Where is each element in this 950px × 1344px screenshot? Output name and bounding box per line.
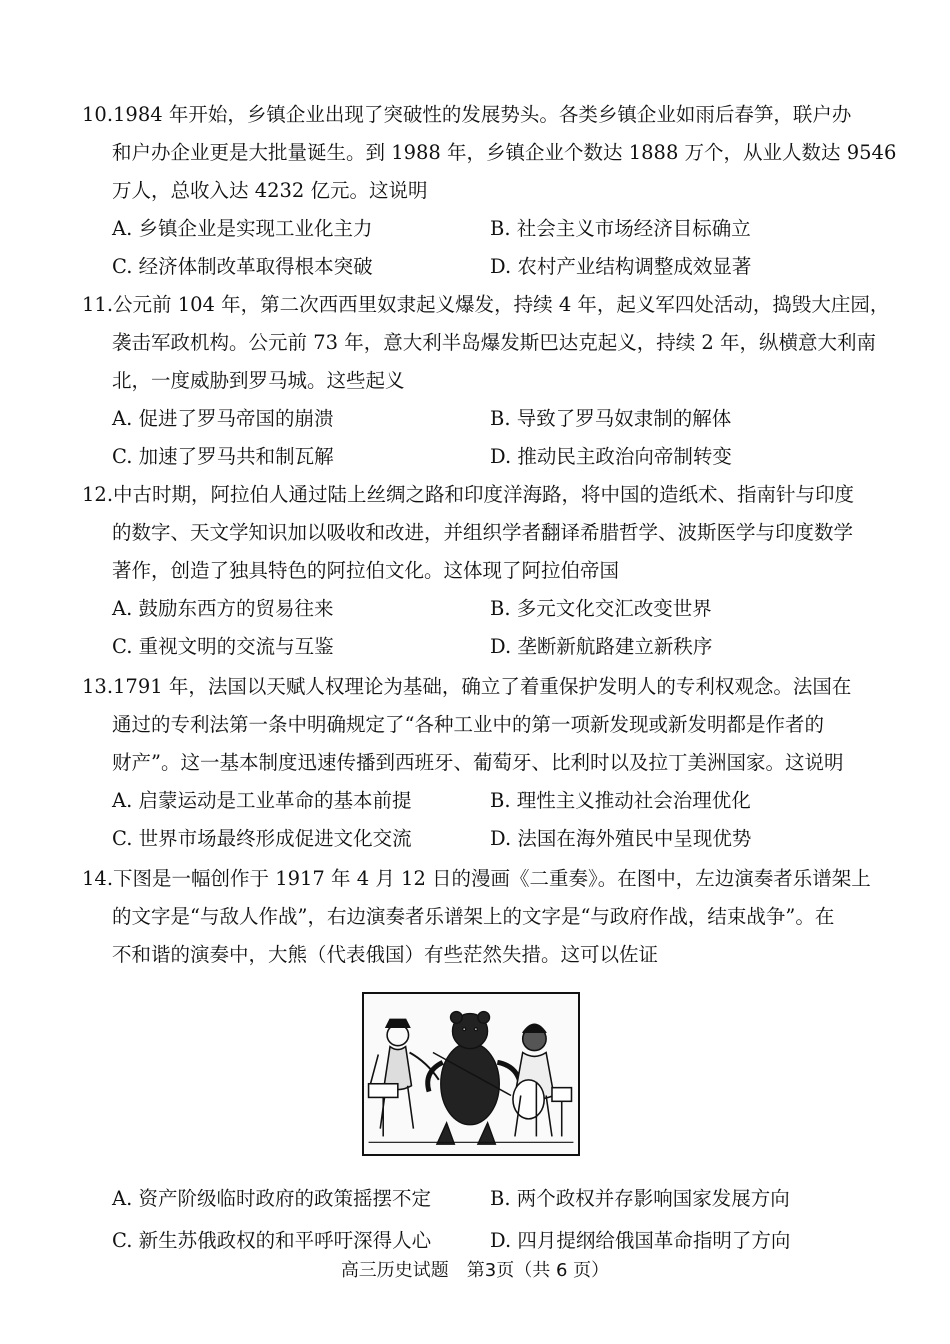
option-c[interactable]: C. 加速了罗马共和制瓦解 <box>112 445 334 468</box>
question-number: 12. <box>82 483 114 506</box>
stem-line: 公元前 104 年，第二次西西里奴隶起义爆发，持续 4 年，起义军四处活动，捣毁大庄园， <box>113 293 890 316</box>
option-b[interactable]: B. 社会主义市场经济目标确立 <box>490 217 751 240</box>
options-row <box>82 590 882 628</box>
bear-figure <box>428 1012 521 1145</box>
question-13 <box>82 668 882 858</box>
option-d[interactable]: D. 垄断新航路建立新秩序 <box>490 635 713 658</box>
options-row <box>82 782 882 820</box>
question-11 <box>82 286 890 476</box>
option-c[interactable]: C. 经济体制改革取得根本突破 <box>112 255 373 278</box>
options-row <box>82 820 882 858</box>
option-d[interactable]: D. 四月提纲给俄国革命指明了方向 <box>490 1229 791 1252</box>
question-number: 13. <box>82 675 114 698</box>
options-row <box>82 1178 882 1220</box>
question-number: 10. <box>82 103 114 126</box>
options-row <box>82 400 882 438</box>
question-10 <box>82 96 897 286</box>
options-row <box>82 210 882 248</box>
question-stem <box>82 860 882 974</box>
option-a[interactable]: A. 乡镇企业是实现工业化主力 <box>112 217 373 240</box>
question-stem <box>82 96 897 210</box>
stem-line: 不和谐的演奏中，大熊（代表俄国）有些茫然失措。这可以佐证 <box>112 943 659 966</box>
options-row <box>82 628 882 666</box>
option-d[interactable]: D. 法国在海外殖民中呈现优势 <box>490 827 752 850</box>
option-d[interactable]: D. 农村产业结构调整成效显著 <box>490 255 752 278</box>
option-a[interactable]: A. 鼓励东西方的贸易往来 <box>112 597 334 620</box>
question-14 <box>82 860 882 974</box>
cartoon-illustration <box>364 994 578 1154</box>
stem-line: 1984 年开始，乡镇企业出现了突破性的发展势头。各类乡镇企业如雨后春笋，联户办 <box>113 103 852 126</box>
stem-line: 万人，总收入达 4232 亿元。这说明 <box>112 179 428 202</box>
stem-line: 1791 年，法国以天赋人权理论为基础，确立了着重保护发明人的专利权观念。法国在 <box>113 675 852 698</box>
question-stem <box>82 668 882 782</box>
stem-line: 下图是一幅创作于 1917 年 4 月 12 日的漫画《二重奏》。在图中，左边演奏者乐谱架上 <box>113 867 871 890</box>
option-b[interactable]: B. 理性主义推动社会治理优化 <box>490 789 751 812</box>
stem-line: 的数字、天文学知识加以吸收和改进，并组织学者翻译希腊哲学、波斯医学与印度数学 <box>112 521 854 544</box>
stem-line: 的文字是“与敌人作战”，右边演奏者乐谱架上的文字是“与政府作战，结束战争”。在 <box>112 905 835 928</box>
question-14-options <box>82 1178 882 1262</box>
options-row <box>82 438 882 476</box>
stem-line: 通过的专利法第一条中明确规定了“各种工业中的第一项新发现或新发明都是作者的 <box>112 713 824 736</box>
question-number: 11. <box>82 293 114 316</box>
option-b[interactable]: B. 导致了罗马奴隶制的解体 <box>490 407 732 430</box>
option-a[interactable]: A. 启蒙运动是工业革命的基本前提 <box>112 789 412 812</box>
option-d[interactable]: D. 推动民主政治向帝制转变 <box>490 445 732 468</box>
options-row <box>82 248 882 286</box>
stem-line: 北，一度威胁到罗马城。这些起义 <box>112 369 405 392</box>
option-a[interactable]: A. 促进了罗马帝国的崩溃 <box>112 407 334 430</box>
right-player-figure <box>513 1024 572 1136</box>
option-b[interactable]: B. 两个政权并存影响国家发展方向 <box>490 1187 790 1210</box>
option-c[interactable]: C. 新生苏俄政权的和平呼吁深得人心 <box>112 1229 432 1252</box>
option-c[interactable]: C. 重视文明的交流与互鉴 <box>112 635 334 658</box>
option-c[interactable]: C. 世界市场最终形成促进文化交流 <box>112 827 412 850</box>
stem-line: 财产”。这一基本制度迅速传播到西班牙、葡萄牙、比利时以及拉丁美洲国家。这说明 <box>112 751 844 774</box>
option-b[interactable]: B. 多元文化交汇改变世界 <box>490 597 712 620</box>
stem-line: 著作，创造了独具特色的阿拉伯文化。这体现了阿拉伯帝国 <box>112 559 620 582</box>
question-stem <box>82 286 890 400</box>
question-12 <box>82 476 882 666</box>
stem-line: 中古时期，阿拉伯人通过陆上丝绸之路和印度洋海路，将中国的造纸术、指南针与印度 <box>113 483 855 506</box>
page-footer: 高三历史试题 第3页（共 6 页） <box>340 1260 610 1281</box>
duet-cartoon-image <box>362 992 580 1156</box>
stem-line: 和户办企业更是大批量诞生。到 1988 年，乡镇企业个数达 1888 万个，从业人数达 9546 <box>112 141 897 164</box>
question-stem <box>82 476 882 590</box>
option-a[interactable]: A. 资产阶级临时政府的政策摇摆不定 <box>112 1187 431 1210</box>
question-number: 14. <box>82 867 114 890</box>
stem-line: 袭击军政机构。公元前 73 年，意大利半岛爆发斯巴达克起义，持续 2 年，纵横意大利南 <box>112 331 877 354</box>
